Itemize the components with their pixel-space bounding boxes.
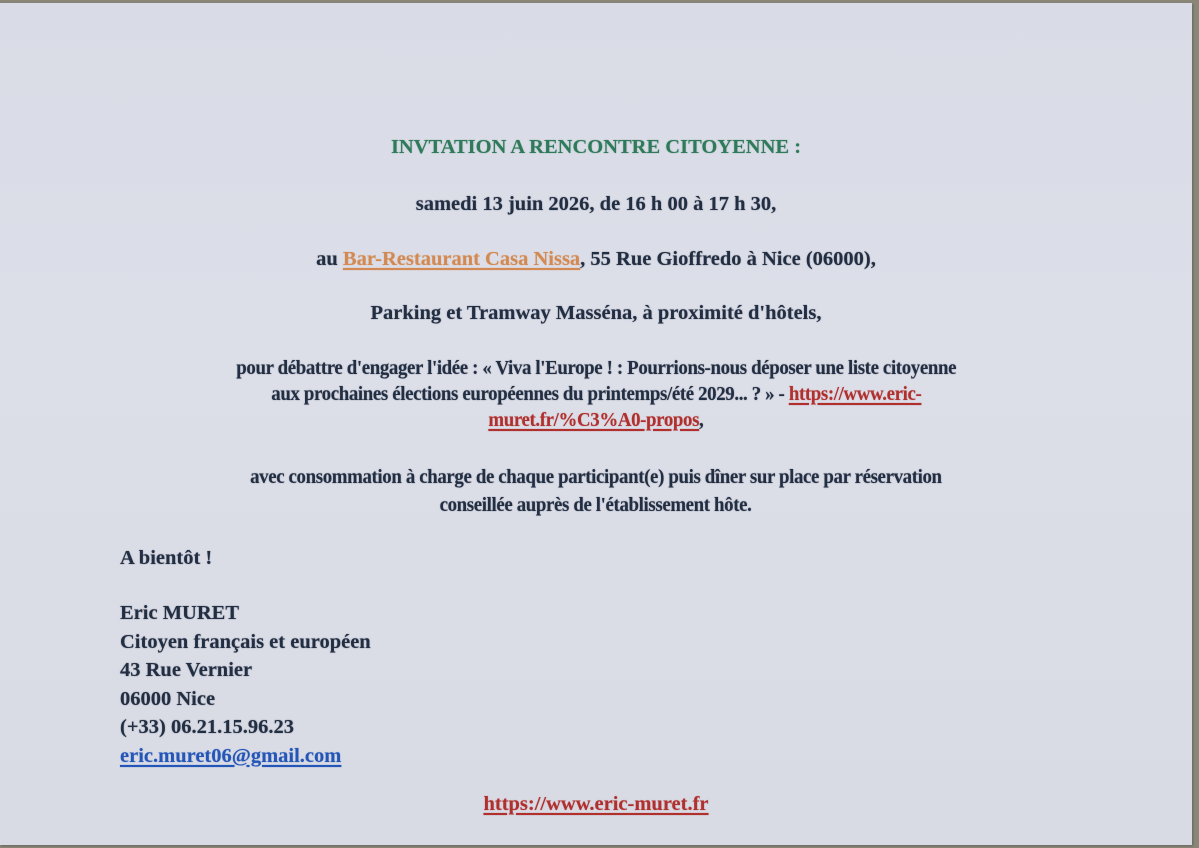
purpose-line-2-wrap [271, 381, 921, 407]
website-line [0, 793, 1192, 816]
closing-text: A bientôt ! [120, 547, 213, 569]
venue-line [0, 248, 1192, 271]
website-link[interactable]: https://www.eric-muret.fr [483, 793, 709, 815]
event-date-line: samedi 13 juin 2026, de 16 h 00 à 17 h 30, [415, 193, 777, 215]
venue-prefix: au [316, 248, 343, 270]
purpose-line-3-wrap [488, 407, 703, 433]
consumption-line-2 [0, 491, 1192, 519]
consumption-line-2-text: conseillée auprès de l'établissement hôte. [440, 494, 752, 516]
about-link-part-1[interactable]: https://www.eric- [788, 383, 922, 405]
signature-email-link[interactable]: eric.muret06@gmail.com [120, 744, 342, 767]
invitation-title: INVTATION A RENCONTRE CITOYENNE : [390, 136, 802, 158]
consumption-block [0, 463, 1192, 519]
signature-street: 43 Rue Vernier [120, 659, 253, 681]
signature-name: Eric MURET [120, 602, 239, 624]
signature-phone: (+33) 06.21.15.96.23 [120, 716, 294, 738]
signature-city: 06000 Nice [120, 687, 216, 710]
about-link-part-2[interactable]: muret.fr/%C3%A0-propos [488, 409, 700, 431]
consumption-line-1-text: avec consommation à charge de chaque participant(e) puis dîner sur place par réservation [250, 466, 942, 488]
purpose-line-3 [0, 407, 1192, 433]
invitation-paper [0, 3, 1192, 845]
purpose-line-2 [0, 381, 1192, 407]
purpose-line-3-suffix: , [699, 409, 704, 431]
signature-role: Citoyen français et européen [120, 630, 371, 653]
purpose-block [0, 355, 1192, 433]
purpose-line-2-text: aux prochaines élections européennes du printemps/été 2029... ? » - [270, 383, 789, 405]
signature-block [120, 599, 371, 770]
venue-address: , 55 Rue Gioffredo à Nice (06000), [580, 248, 876, 270]
consumption-line-1 [0, 463, 1192, 491]
access-line: Parking et Tramway Masséna, à proximité d'hôtels, [370, 302, 822, 324]
venue-link[interactable]: Bar-Restaurant Casa Nissa [342, 248, 581, 270]
purpose-line-1-text: pour débattre d'engager l'idée : « Viva l'Europe ! : Pourrions-nous déposer une liste citoyenne [236, 357, 956, 379]
purpose-line-1 [0, 355, 1192, 381]
